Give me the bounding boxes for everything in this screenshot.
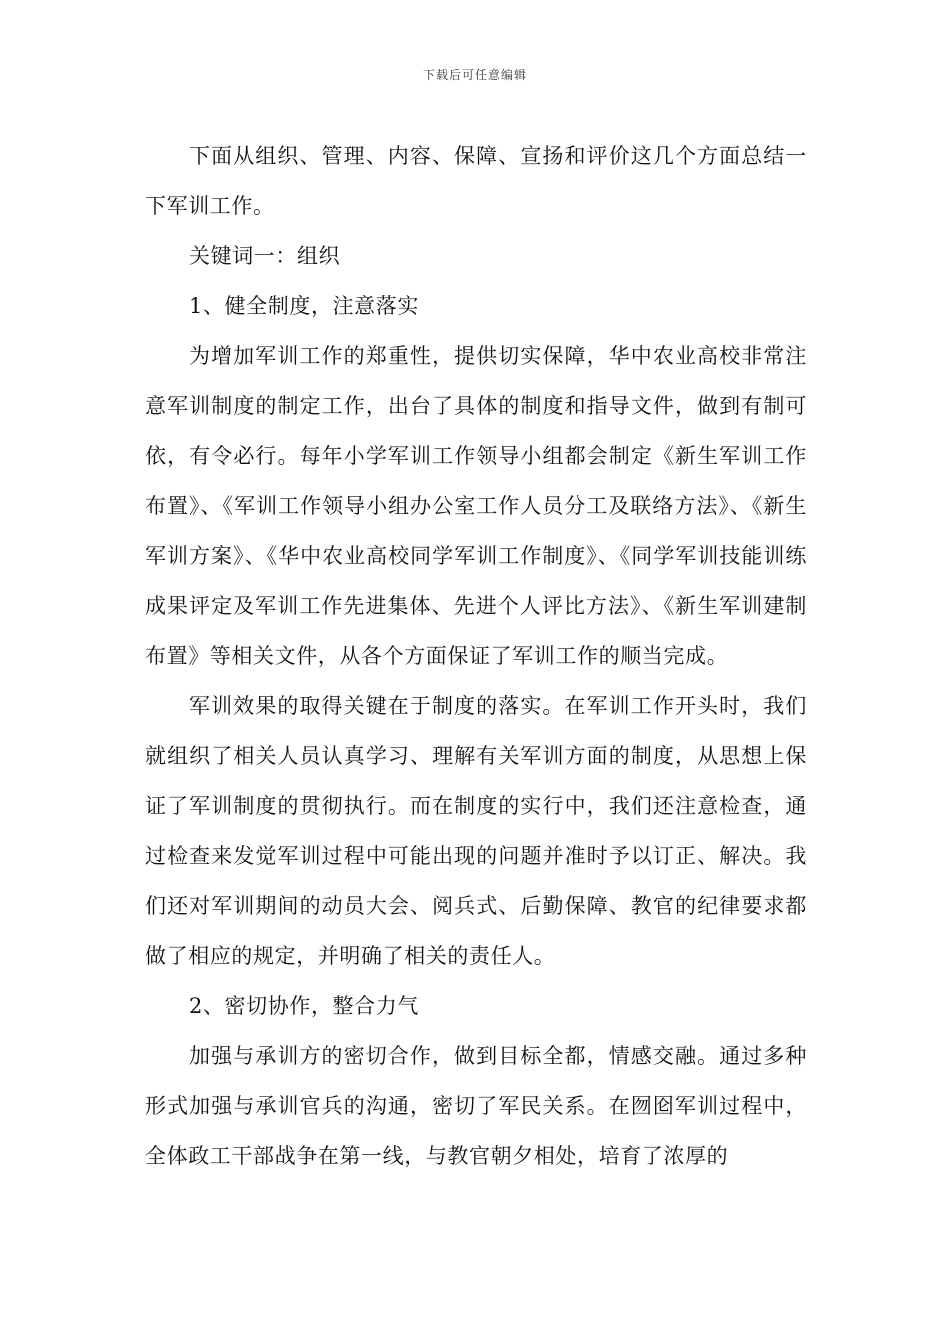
body-paragraph: 加强与承训方的密切合作，做到目标全都，情感交融。通过多种形式加强与承训官兵的沟通，密切了军民关系。在囫囵军训过程中，全体政工干部战争在第一线，与教官朝夕相处，培育了浓厚的 — [145, 1044, 807, 1168]
document-body — [145, 131, 807, 1181]
intro-paragraph: 下面从组织、管理、内容、保障、宣扬和评价这几个方面总结一下军训工作。 — [145, 144, 807, 218]
page-header: 下载后可任意编辑 — [422, 68, 527, 82]
body-paragraph: 军训效果的取得关键在于制度的落实。在军训工作开头时，我们就组织了相关人员认真学习、理解有关军训方面的制度，从思想上保证了军训制度的贯彻执行。而在制度的实行中，我们还注意检查，通过检查来发觉军训过程中可能出现的问题并准时予以订正、解决。我们还对军训期间的动员大会、阅兵式、后勤保障、教官的纪律要求都做了相应的规定，并明确了相关的责任人。 — [145, 694, 807, 968]
section-heading: 关键词一：组织 — [189, 244, 341, 268]
subheading-2: 2、密切协作，整合力气 — [189, 994, 419, 1018]
subheading-1: 1、健全制度，注意落实 — [189, 294, 419, 318]
body-paragraph: 为增加军训工作的郑重性，提供切实保障，华中农业高校非常注意军训制度的制定工作，出台了具体的制度和指导文件，做到有制可依，有令必行。每年小学军训工作领导小组都会制定《新生军训工作布置》、《军训工作领导小组办公室工作人员分工及联络方法》、《新生军训方案》、《华中农业高校同学军训工作制度》、《同学军训技能训练成果评定及军训工作先进集体、先进个人评比方法》、《新生军训建制布置》等相关文件，从各个方面保证了军训工作的顺当完成。 — [145, 344, 807, 668]
